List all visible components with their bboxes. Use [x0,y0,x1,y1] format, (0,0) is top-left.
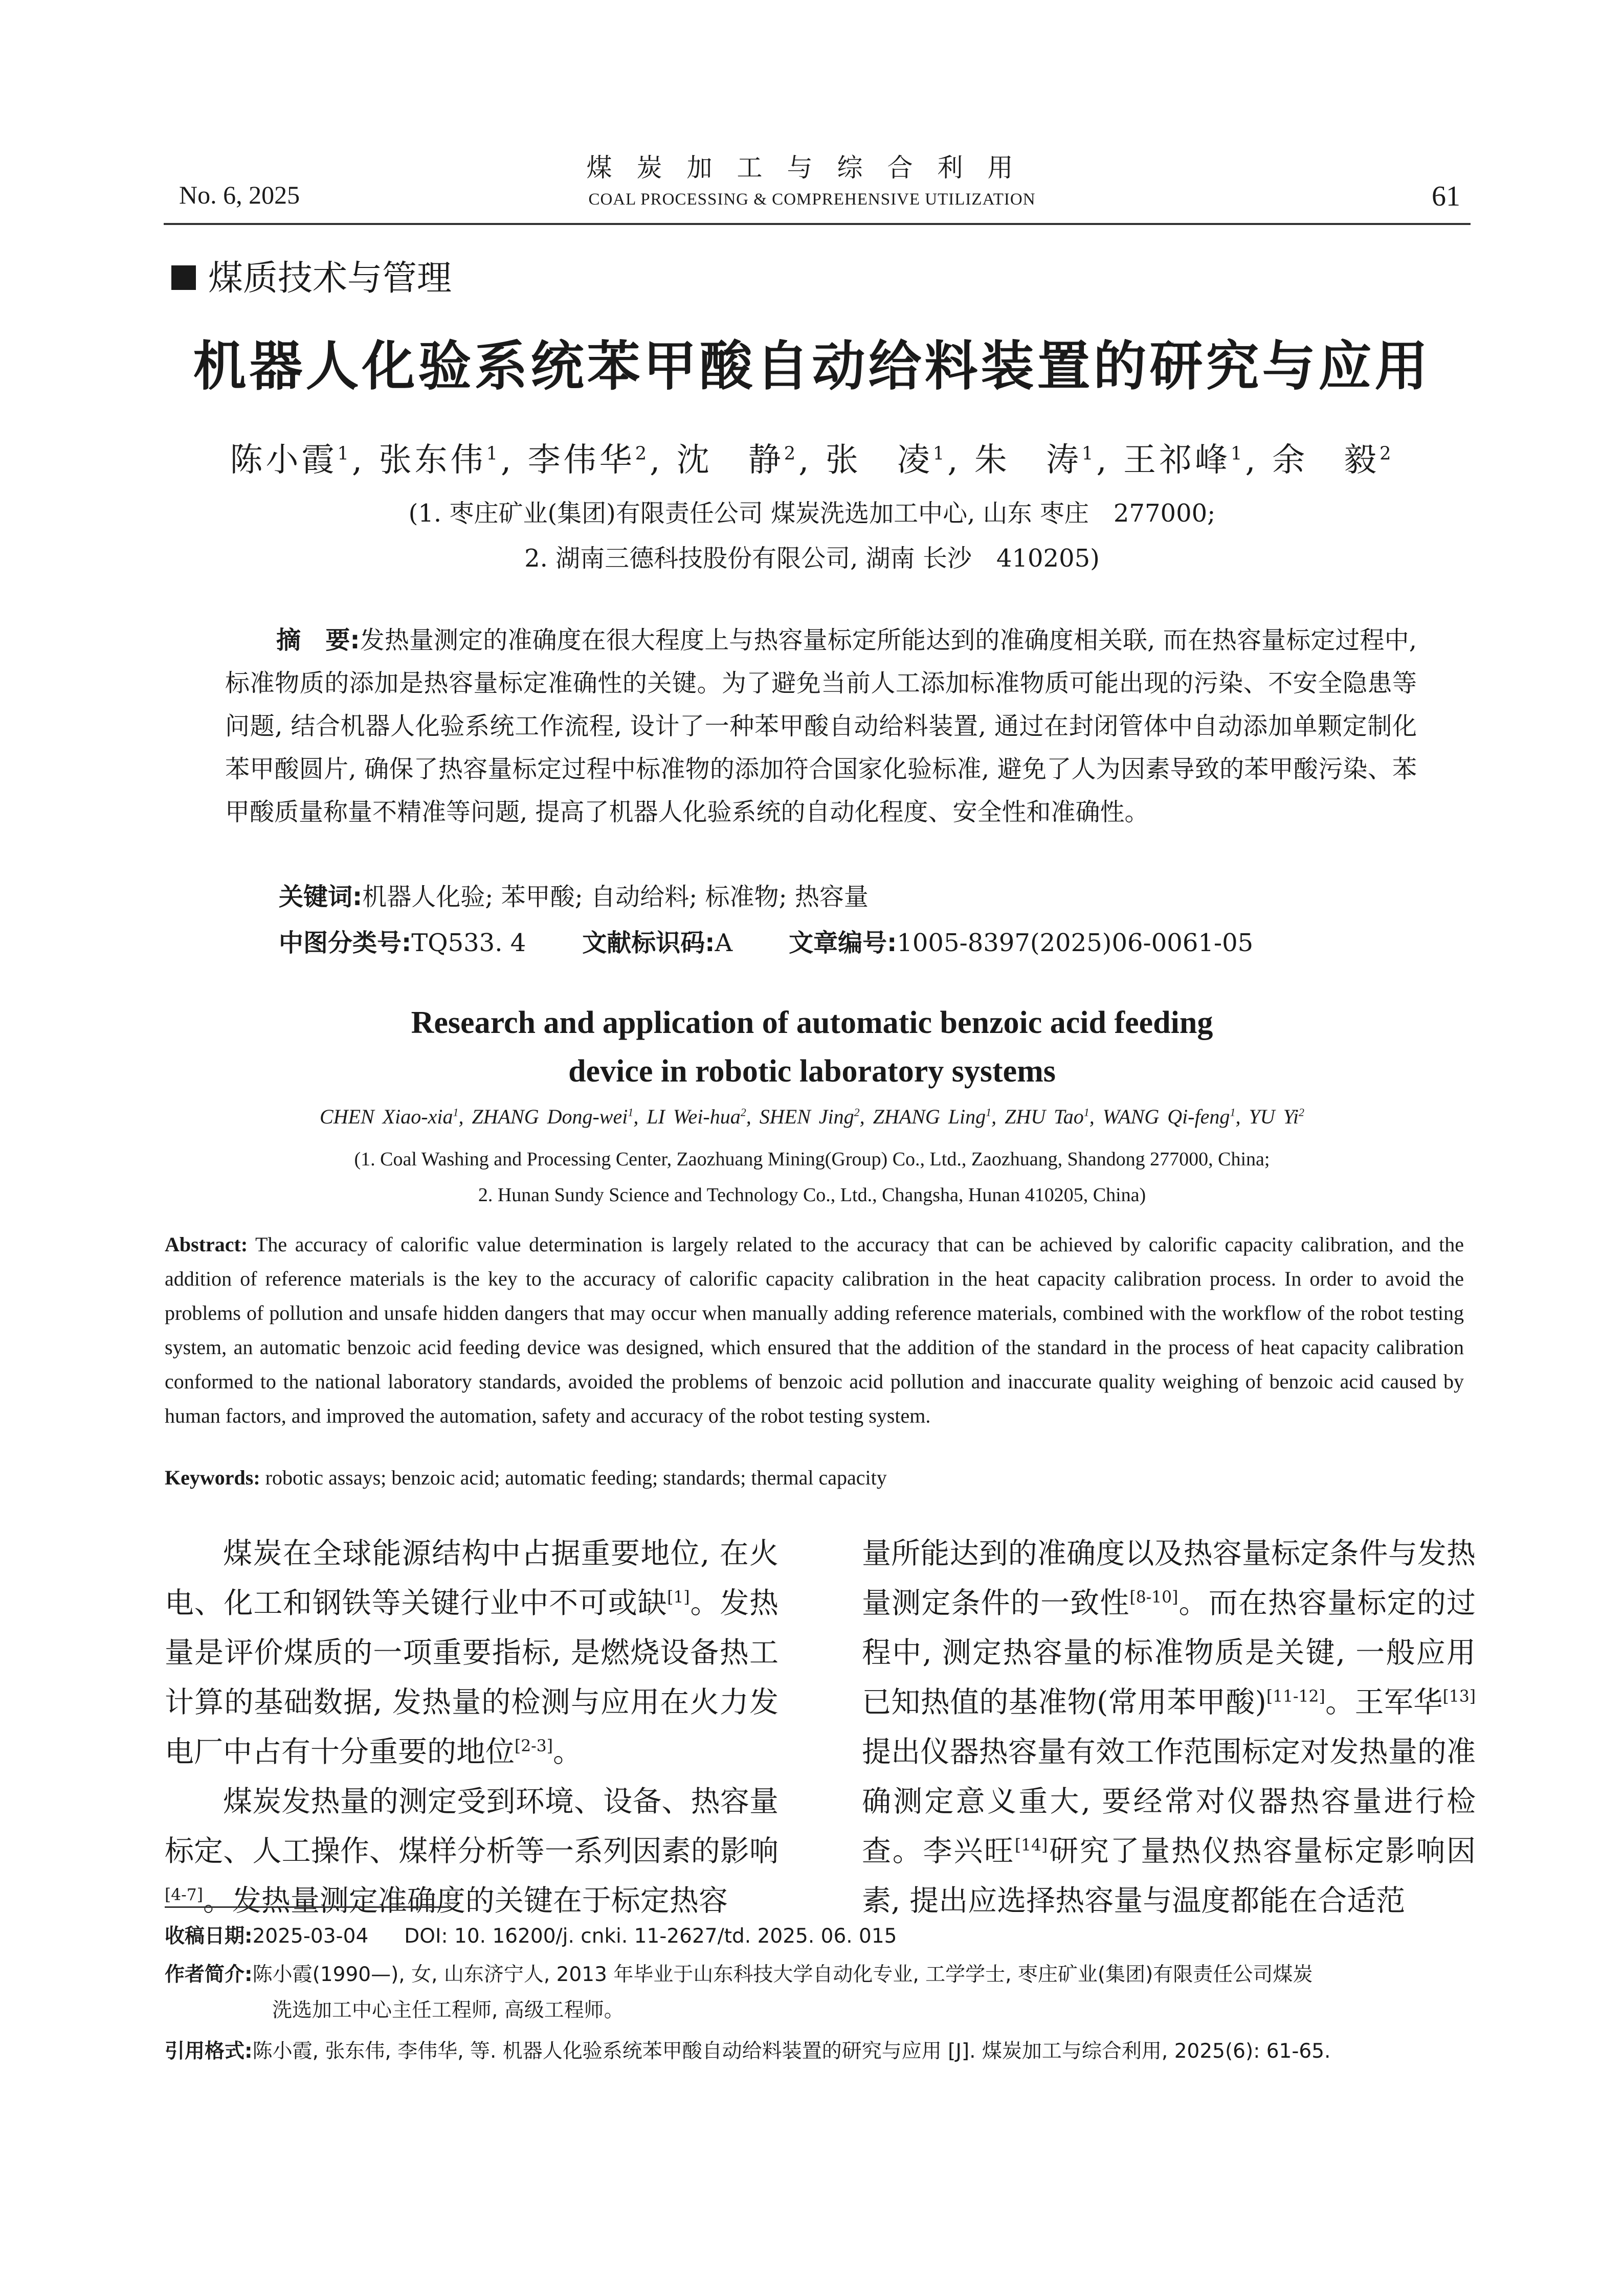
body-text: 。发热量是评价煤质的一项重要指标, 是燃烧设备热工计算的基础数据, 发热量的检测与应用在火力发电厂中占有十分重要的地位 [165,1586,779,1769]
body-text: 提出仪器热容量有效工作范围标定对发热量的准确测定意义重大, 要经常对仪器热容量进行检查。李兴旺 [862,1735,1476,1868]
affiliation-en-1: (1. Coal Washing and Processing Center, Zaozhuang Mining(Group) Co., Ltd., Zaozhuang, Shandong 277000, China; [354,1149,1270,1170]
journal-title-en: COAL PROCESSING & COMPREHENSIVE UTILIZATION [588,190,1036,209]
author-affiliation-mark: 1 [453,1106,459,1119]
keywords-en-label: Keywords: [165,1466,260,1489]
abstract-en-label: Abstract: [165,1233,248,1256]
author-affiliation-mark: 2 [1298,1106,1304,1119]
author-name: 张东伟 [379,441,486,479]
author-name: 陈小霞 [230,441,338,479]
citation: [1] [667,1588,690,1607]
affiliation-en-2: 2. Hunan Sundy Science and Technology Co., Ltd., Changsha, Hunan 410205, China) [478,1184,1146,1206]
author-name-en: ZHANG Ling [873,1105,986,1128]
citation-format-label: 引用格式: [165,2040,253,2063]
citation: [2-3] [515,1737,553,1755]
doc-code-value: A [715,929,733,957]
author-affiliation-mark: 2 [1380,443,1394,464]
footnote-rule [165,1906,451,1908]
body-paragraph [862,1529,1476,1926]
author-bio-text: 陈小霞(1990—), 女, 山东济宁人, 2013 年毕业于山东科技大学自动化专业, 工学学士, 枣庄矿业(集团)有限责任公司煤炭 [252,1963,1313,1986]
citation: [13] [1442,1687,1476,1706]
doi: DOI: 10. 16200/j. cnki. 11-2627/td. 2025. 06. 015 [404,1925,897,1948]
abstract-en [165,1227,1464,1433]
author-name-en: ZHANG Dong-wei [472,1105,628,1128]
author-list-cn: 陈小霞$^1$, 张东伟$^1$, 李伟华$^2$, 沈 静$^2$, 张 凌$^1$, 朱 涛$^1$, 王祁峰$^1$, 余 毅$^2$ [230,441,1394,479]
author-affiliation-mark: 2 [784,443,799,464]
citation: [14] [1014,1836,1048,1855]
author-bio-label: 作者简介: [165,1963,253,1986]
issue-number: No. 6, 2025 [179,181,300,209]
author-affiliation-mark: 1 [1231,443,1245,464]
author-list-en: CHEN Xiao-xia$^1$, ZHANG Dong-wei$^1$, LI Wei-hua$^2$, SHEN Jing$^2$, ZHANG Ling$^1$, ZHU Tao$^1$, WANG Qi-feng$^1$, YU Yi$^2$ [320,1105,1304,1128]
author-name: 余 毅 [1272,441,1380,479]
body-text: 煤炭在全球能源结构中占据重要地位, 在火电、化工和钢铁等关键行业中不可或缺 [165,1537,778,1620]
author-affiliation-mark: 2 [740,1106,746,1119]
article-title-en-line-2: device in robotic laboratory systems [568,1054,1056,1089]
journal-title-cn: 煤炭加工与综合利用 [586,153,1038,183]
author-affiliation-mark: 1 [1081,443,1097,464]
keywords-cn-label: 关键词: [279,883,363,911]
body-paragraph [165,1777,778,1926]
body-text: 研究了量热仪热容量标定影响因素, 提出应选择热容量与温度都能在合适范 [862,1834,1476,1918]
body-text: 。王军华 [1325,1685,1443,1719]
square-bullet-icon [171,265,196,290]
author-name-en: WANG Qi-feng [1102,1105,1230,1128]
citation: [11-12] [1266,1687,1325,1706]
body-text: 煤炭发热量的测定受到环境、设备、热容量标定、人工操作、煤样分析等一系列因素的影响 [165,1785,778,1868]
article-number-value: 1005-8397(2025)06-0061-05 [897,929,1254,957]
article-title-cn: 机器人化验系统苯甲酸自动给料装置的研究与应用 [193,335,1431,397]
received-label: 收稿日期: [165,1925,253,1948]
abstract-cn-label: 摘 要: [276,626,360,655]
author-name: 李伟华 [527,441,635,479]
body-column-right [862,1529,1476,1926]
section-heading [171,251,452,300]
affiliation-cn-2: 2. 湖南三德科技股份有限公司, 湖南 长沙 410205) [524,544,1100,573]
article-number-label: 文章编号: [789,929,897,957]
author-affiliation-mark: 1 [932,443,948,464]
citation: [4-7] [165,1886,203,1904]
section-label: 煤质技术与管理 [208,258,452,299]
body-text: 。而在热容量标定的过程中, 测定热容量的标准物质是关键, 一般应用已知热值的基准物(常用苯甲酸) [862,1586,1476,1719]
keywords-en [165,1466,1464,1490]
abstract-en-text: The accuracy of calorific value determination is largely related to the accuracy that can be achieved by calorific capacity calibration, and the addition of reference materials is the key to the accuracy of calorific capacity calibration in the heat capacity calibration process. In order to avoid the problems of pollution and unsafe hidden dangers that may occur when manually adding reference materials, combined with the workflow of the robot testing system, an automatic benzoic acid feeding device was designed, which ensured that the addition of the standard in the process of heat capacity calibration conformed to the national laboratory standards, avoided the problems of benzoic acid pollution and inaccurate quality weighing of benzoic acid caused by human factors, and improved the automation, safety and accuracy of the robot testing system. [165,1233,1464,1427]
body-paragraph [165,1529,778,1777]
keywords-cn-text: 机器人化验; 苯甲酸; 自动给料; 标准物; 热容量 [362,883,869,911]
author-name: 张 凌 [825,441,933,479]
author-name-en: ZHU Tao [1005,1105,1084,1128]
author-name-en: CHEN Xiao-xia [320,1105,453,1128]
abstract-cn-text: 发热量测定的准确度在很大程度上与热容量标定所能达到的准确度相关联, 而在热容量标定过程中, 标准物质的添加是热容量标定准确性的关键。为了避免当前人工添加标准物质可能出现的污染、不安全隐患等问题, 结合机器人化验系统工作流程, 设计了一种苯甲酸自动给料装置, 通过在封闭管体中自动添加单颗定制化苯甲酸圆片, 确保了热容量标定过程中标准物的添加符合国家化验标准, 避免了人为因素导致的苯甲酸污染、苯甲酸质量称量不精准等问题, 提高了机器人化验系统的自动化程度、安全性和准确性。 [225,626,1417,826]
affiliation-cn-1: (1. 枣庄矿业(集团)有限责任公司 煤炭洗选加工中心, 山东 枣庄 277000; [408,499,1216,528]
author-bio-line-1 [165,1959,1474,1991]
received-date: 2025-03-04 [252,1925,369,1948]
clc-value: TQ533. 4 [411,929,526,957]
abstract-cn [225,619,1417,834]
author-affiliation-mark: 1 [486,443,501,464]
author-affiliation-mark: 1 [337,443,352,464]
author-affiliation-mark: 1 [1230,1106,1236,1119]
citation: [8-10] [1129,1588,1178,1607]
classification-row [279,923,1455,958]
citation-format-text: 陈小霞, 张东伟, 李伟华, 等. 机器人化验系统苯甲酸自动给料装置的研究与应用 [J]. 煤炭加工与综合利用, 2025(6): 61-65. [252,2040,1331,2063]
keywords-en-text: robotic assays; benzoic acid; automatic feeding; standards; thermal capacity [265,1466,887,1489]
author-affiliation-mark: 2 [854,1106,860,1119]
author-affiliation-mark: 1 [986,1106,992,1119]
keywords-cn [279,877,1404,912]
author-affiliation-mark: 1 [1083,1106,1089,1119]
author-affiliation-mark: 1 [628,1106,634,1119]
body-text: 。 [552,1735,582,1769]
author-name-en: LI Wei-hua [647,1105,741,1128]
citation-format-line [165,2035,1474,2068]
body-text: 。发热量测定准确度的关键在于标定热容 [203,1884,728,1918]
author-name-en: SHEN Jing [759,1105,854,1128]
author-name: 朱 涛 [974,441,1082,479]
clc-label: 中图分类号: [279,929,412,957]
doc-code-label: 文献标识码: [582,929,715,957]
author-bio-line-2: 洗选加工中心主任工程师, 高级工程师。 [272,1999,624,2022]
body-column-left [165,1529,778,1926]
author-name: 王祁峰 [1123,441,1231,479]
article-title-en-line-1: Research and application of automatic benzoic acid feeding [411,1005,1213,1040]
body-text: 量所能达到的准确度以及热容量标定条件与发热量测定条件的一致性 [862,1537,1476,1620]
header-rule [164,223,1471,225]
author-affiliation-mark: 2 [635,443,650,464]
received-line [165,1920,1474,1953]
author-name: 沈 静 [676,441,784,479]
page-number: 61 [1432,181,1460,212]
author-name-en: YU Yi [1249,1105,1299,1128]
